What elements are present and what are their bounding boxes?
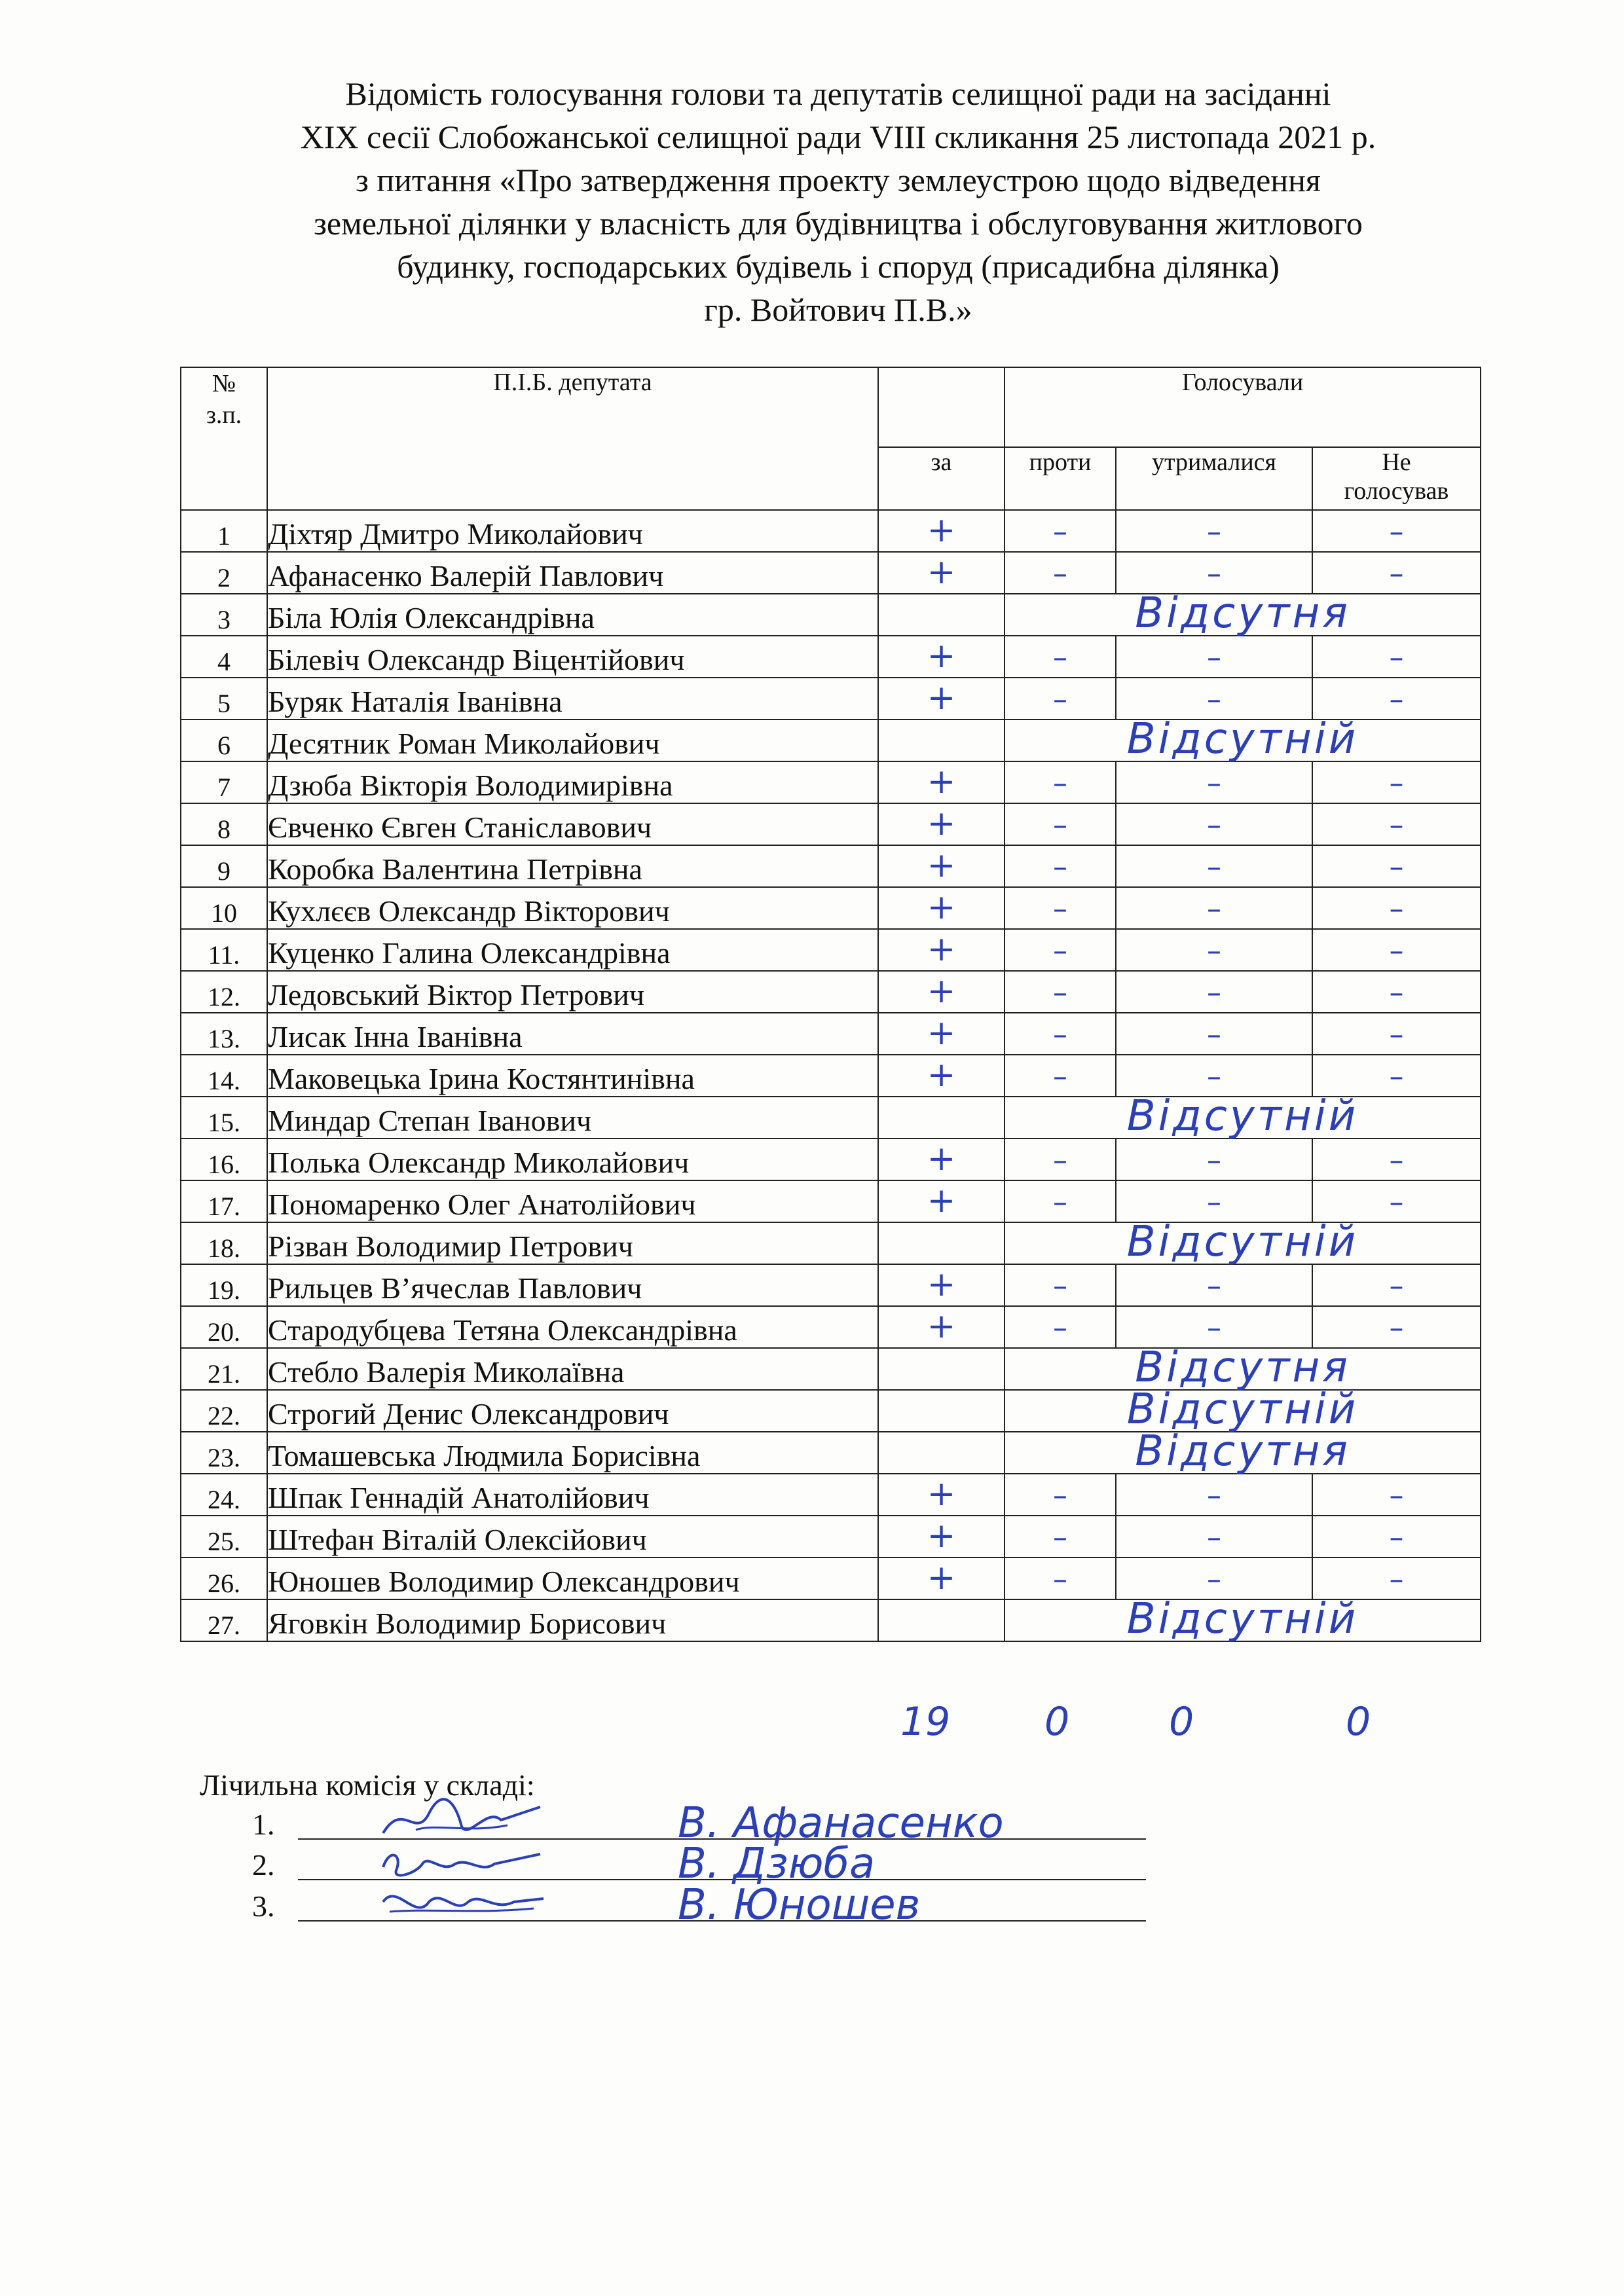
vote-for-mark: +: [927, 1181, 956, 1220]
absent-cell: [1005, 1427, 1481, 1476]
empty-vote-mark: –: [1053, 1478, 1067, 1512]
vote-za-cell: [878, 594, 1005, 636]
vote-utrymalysia-cell: [1116, 1139, 1312, 1180]
table-row: [181, 929, 1481, 971]
vote-ne-holosuvav-cell: [1312, 761, 1481, 803]
table-row: [181, 1474, 1481, 1516]
empty-vote-mark: –: [1053, 1520, 1067, 1554]
empty-vote-mark: –: [1207, 556, 1221, 591]
deputy-name: Куценко Галина Олександрівна: [267, 929, 878, 971]
vote-ne-holosuvav-cell: [1312, 803, 1481, 845]
vote-for-mark: +: [927, 762, 956, 801]
row-number: 10: [181, 887, 267, 929]
vote-ne-holosuvav-cell: [1312, 1306, 1481, 1348]
row-number: 1: [181, 510, 267, 552]
absent-note: Відсутня: [1135, 589, 1350, 638]
vote-ne-holosuvav-cell: [1312, 1013, 1481, 1055]
table-row: [181, 594, 1481, 636]
vote-utrymalysia-cell: [1116, 971, 1312, 1013]
vote-for-mark: +: [927, 553, 956, 592]
vote-ne-holosuvav-cell: [1312, 636, 1481, 678]
table-row: [181, 1180, 1481, 1222]
member-number: 3.: [252, 1889, 275, 1923]
empty-vote-mark: –: [1207, 1311, 1221, 1345]
vote-utrymalysia-cell: [1116, 1055, 1312, 1097]
deputy-name: Євченко Євген Станіславович: [267, 803, 878, 845]
empty-vote-mark: –: [1053, 1185, 1067, 1219]
vote-proty-cell: [1005, 1055, 1116, 1097]
empty-vote-mark: –: [1207, 975, 1221, 1010]
row-number: 14.: [181, 1055, 267, 1097]
empty-vote-mark: –: [1389, 1478, 1404, 1512]
vote-za-cell: [878, 1390, 1005, 1432]
vote-utrymalysia-cell: [1116, 761, 1312, 803]
deputy-name: Шпак Геннадій Анатолійович: [267, 1474, 878, 1516]
title-line-2: ХІХ сесії Слобожанської селищної ради VІІІ скликання 25 листопада 2021 р.: [300, 118, 1376, 155]
vote-proty-cell: [1005, 1264, 1116, 1306]
table-row: [181, 720, 1481, 761]
deputy-name: Афанасенко Валерій Павлович: [267, 552, 878, 594]
absent-note: Відсутній: [1126, 1385, 1359, 1434]
row-number: 17.: [181, 1180, 267, 1222]
table-row: [181, 1516, 1481, 1558]
empty-vote-mark: –: [1389, 1311, 1404, 1345]
vote-za-cell: [878, 1264, 1005, 1306]
empty-vote-mark: –: [1207, 515, 1221, 549]
row-number: 9: [181, 845, 267, 887]
row-number: 26.: [181, 1558, 267, 1599]
deputy-name: Миндар Степан Іванович: [267, 1097, 878, 1139]
vote-za-cell: [878, 1474, 1005, 1516]
vote-za-cell: [878, 761, 1005, 803]
vote-for-mark: +: [927, 1139, 956, 1178]
vote-proty-cell: [1005, 1013, 1116, 1055]
vote-utrymalysia-cell: [1116, 887, 1312, 929]
empty-vote-mark: –: [1389, 1185, 1404, 1219]
table-row: [181, 761, 1481, 803]
deputy-name: Десятник Роман Миколайович: [267, 720, 878, 761]
deputy-name: Білевіч Олександр Віцентійович: [267, 636, 878, 678]
vote-for-mark: +: [927, 846, 956, 885]
empty-vote-mark: –: [1389, 808, 1404, 842]
total-utrymalysia: 0: [1169, 1699, 1194, 1745]
vote-utrymalysia-cell: [1116, 1180, 1312, 1222]
vote-for-mark: +: [927, 636, 956, 676]
vote-proty-cell: [1005, 636, 1116, 678]
vote-proty-cell: [1005, 887, 1116, 929]
row-number: 2: [181, 552, 267, 594]
empty-vote-mark: –: [1389, 1520, 1404, 1554]
vote-proty-cell: [1005, 761, 1116, 803]
total-proty: 0: [1044, 1699, 1070, 1745]
deputy-name: Дзюба Вікторія Володимирівна: [267, 761, 878, 803]
vote-utrymalysia-cell: [1116, 636, 1312, 678]
table-row: [181, 636, 1481, 678]
vote-utrymalysia-cell: [1116, 1516, 1312, 1558]
table-row: [181, 1306, 1481, 1348]
empty-vote-mark: –: [1053, 766, 1067, 800]
vote-for-mark: +: [927, 678, 956, 718]
empty-vote-mark: –: [1053, 1143, 1067, 1177]
empty-vote-mark: –: [1053, 682, 1067, 716]
title-line-1: Відомість голосування голови та депутатів селищної ради на засіданні: [345, 75, 1331, 112]
title-line-4: земельної ділянки у власність для будівництва і обслуговування житлового: [314, 205, 1363, 242]
empty-vote-mark: –: [1207, 934, 1221, 968]
empty-vote-mark: –: [1389, 1143, 1404, 1177]
vote-proty-cell: [1005, 1558, 1116, 1599]
vote-za-cell: [878, 1180, 1005, 1222]
vote-ne-holosuvav-cell: [1312, 678, 1481, 720]
absent-cell: [1005, 1595, 1481, 1643]
member-name: В. Афанасенко: [678, 1799, 1004, 1848]
absent-note: Відсутній: [1126, 1092, 1359, 1140]
vote-for-mark: +: [927, 930, 956, 969]
vote-za-cell: [878, 971, 1005, 1013]
row-number: 16.: [181, 1139, 267, 1180]
vote-ne-holosuvav-cell: [1312, 1180, 1481, 1222]
document-title: [131, 72, 1545, 331]
empty-vote-mark: –: [1053, 808, 1067, 842]
row-number: 24.: [181, 1474, 267, 1516]
empty-vote-mark: –: [1053, 640, 1067, 674]
empty-vote-mark: –: [1053, 515, 1067, 549]
vote-za-cell: [878, 1097, 1005, 1139]
row-number: 27.: [181, 1599, 267, 1641]
absent-note: Відсутня: [1135, 1343, 1350, 1392]
empty-vote-mark: –: [1053, 975, 1067, 1010]
empty-vote-mark: –: [1207, 1269, 1221, 1303]
empty-vote-mark: –: [1207, 1562, 1221, 1596]
deputy-name: Буряк Наталія Іванівна: [267, 678, 878, 720]
empty-vote-mark: –: [1389, 682, 1404, 716]
row-number: 4: [181, 636, 267, 678]
vote-proty-cell: [1005, 510, 1116, 552]
vote-for-mark: +: [927, 1013, 956, 1053]
vote-za-cell: [878, 1306, 1005, 1348]
empty-vote-mark: –: [1389, 515, 1404, 549]
vote-za-cell: [878, 929, 1005, 971]
vote-ne-holosuvav-cell: [1312, 845, 1481, 887]
row-number: 25.: [181, 1516, 267, 1558]
table-row: [181, 1348, 1481, 1390]
empty-vote-mark: –: [1207, 892, 1221, 926]
empty-vote-mark: –: [1207, 1185, 1221, 1219]
empty-vote-mark: –: [1053, 1269, 1067, 1303]
vote-utrymalysia-cell: [1116, 929, 1312, 971]
table-row: [181, 1055, 1481, 1097]
member-name: В. Юношев: [678, 1881, 921, 1929]
table-row: [181, 1599, 1481, 1641]
vote-ne-holosuvav-cell: [1312, 1516, 1481, 1558]
header-proty: проти: [1005, 447, 1116, 510]
vote-utrymalysia-cell: [1116, 845, 1312, 887]
deputy-name: Томашевська Людмила Борисівна: [267, 1432, 878, 1474]
title-line-3: з питання «Про затвердження проекту землеустрою щодо відведення: [356, 162, 1321, 198]
empty-vote-mark: –: [1207, 682, 1221, 716]
vote-proty-cell: [1005, 929, 1116, 971]
empty-vote-mark: –: [1389, 766, 1404, 800]
absent-note: Відсутній: [1126, 1218, 1359, 1266]
empty-vote-mark: –: [1207, 1059, 1221, 1093]
absent-cell: [1005, 1092, 1481, 1140]
empty-vote-mark: –: [1053, 1017, 1067, 1051]
empty-vote-mark: –: [1389, 1017, 1404, 1051]
vote-za-cell: [878, 1139, 1005, 1180]
row-number: 13.: [181, 1013, 267, 1055]
absent-cell: [1005, 715, 1481, 763]
row-number: 11.: [181, 929, 267, 971]
absent-cell: [1005, 589, 1481, 638]
vote-ne-holosuvav-cell: [1312, 971, 1481, 1013]
vote-za-cell: [878, 845, 1005, 887]
vote-utrymalysia-cell: [1116, 510, 1312, 552]
empty-vote-mark: –: [1053, 1562, 1067, 1596]
vote-for-mark: +: [927, 1055, 956, 1095]
deputy-name: Діхтяр Дмитро Миколайович: [267, 510, 878, 552]
empty-vote-mark: –: [1207, 1520, 1221, 1554]
absent-cell: [1005, 1343, 1481, 1392]
empty-vote-mark: –: [1053, 850, 1067, 884]
vote-utrymalysia-cell: [1116, 1306, 1312, 1348]
deputy-name: Лисак Інна Іванівна: [267, 1013, 878, 1055]
vote-utrymalysia-cell: [1116, 1264, 1312, 1306]
table-row: [181, 552, 1481, 594]
table-row: [181, 1013, 1481, 1055]
table-row: [181, 1097, 1481, 1139]
row-number: 3: [181, 594, 267, 636]
vote-for-mark: +: [927, 1516, 956, 1556]
absent-cell: [1005, 1385, 1481, 1434]
header-ne-holosuvav: [1312, 447, 1481, 510]
deputy-name: Юношев Володимир Олександрович: [267, 1558, 878, 1599]
vote-ne-holosuvav-cell: [1312, 1139, 1481, 1180]
deputy-name: Стебло Валерія Миколаївна: [267, 1348, 878, 1390]
vote-proty-cell: [1005, 845, 1116, 887]
vote-for-mark: +: [927, 511, 956, 550]
header-number-abbr: з.п.: [206, 401, 242, 429]
vote-proty-cell: [1005, 1180, 1116, 1222]
row-number: 8: [181, 803, 267, 845]
vote-za-cell: [878, 552, 1005, 594]
vote-proty-cell: [1005, 803, 1116, 845]
empty-vote-mark: –: [1389, 1269, 1404, 1303]
row-number: 19.: [181, 1264, 267, 1306]
deputy-name: Рильцев В’ячеслав Павлович: [267, 1264, 878, 1306]
empty-vote-mark: –: [1053, 1059, 1067, 1093]
empty-vote-mark: –: [1207, 640, 1221, 674]
deputy-name: Штефан Віталій Олексійович: [267, 1516, 878, 1558]
member-number: 2.: [252, 1848, 275, 1882]
header-za: за: [878, 447, 1005, 510]
deputy-name: Ледовський Віктор Петрович: [267, 971, 878, 1013]
table-row: [181, 845, 1481, 887]
deputy-name: Різван Володимир Петрович: [267, 1222, 878, 1264]
empty-vote-mark: –: [1207, 1017, 1221, 1051]
member-name: В. Дзюба: [678, 1840, 876, 1888]
deputy-name: Яговкін Володимир Борисович: [267, 1599, 878, 1641]
empty-vote-mark: –: [1389, 1059, 1404, 1093]
vote-za-cell: [878, 636, 1005, 678]
title-line-5: будинку, господарських будівель і споруд (присадибна ділянка): [397, 248, 1280, 285]
vote-za-cell: [878, 1516, 1005, 1558]
vote-for-mark: +: [927, 888, 956, 927]
voting-table: [180, 367, 1481, 1642]
deputy-name: Полька Олександр Миколайович: [267, 1139, 878, 1180]
absent-note: Відсутній: [1126, 1595, 1359, 1643]
row-number: 20.: [181, 1306, 267, 1348]
vote-utrymalysia-cell: [1116, 1013, 1312, 1055]
deputy-name: Строгий Денис Олександрович: [267, 1390, 878, 1432]
row-number: 21.: [181, 1348, 267, 1390]
empty-vote-mark: –: [1053, 934, 1067, 968]
deputy-name: Біла Юлія Олександрівна: [267, 594, 878, 636]
vote-utrymalysia-cell: [1116, 1558, 1312, 1599]
deputy-name: Кухлєєв Олександр Вікторович: [267, 887, 878, 929]
vote-ne-holosuvav-cell: [1312, 929, 1481, 971]
header-blank: [878, 367, 1005, 447]
row-number: 15.: [181, 1097, 267, 1139]
empty-vote-mark: –: [1389, 640, 1404, 674]
vote-proty-cell: [1005, 971, 1116, 1013]
vote-for-mark: +: [927, 1558, 956, 1597]
header-ne-line1: Не: [1382, 448, 1411, 476]
empty-vote-mark: –: [1389, 975, 1404, 1010]
absent-note: Відсутня: [1135, 1427, 1350, 1476]
empty-vote-mark: –: [1053, 1311, 1067, 1345]
table-row: [181, 1222, 1481, 1264]
signature-3: [377, 1876, 547, 1928]
deputy-name: Пономаренко Олег Анатолійович: [267, 1180, 878, 1222]
vote-ne-holosuvav-cell: [1312, 1264, 1481, 1306]
table-row: [181, 1432, 1481, 1474]
deputy-name: Стародубцева Тетяна Олександрівна: [267, 1306, 878, 1348]
deputy-name: Коробка Валентина Петрівна: [267, 845, 878, 887]
vote-for-mark: +: [927, 1265, 956, 1304]
vote-proty-cell: [1005, 552, 1116, 594]
row-number: 18.: [181, 1222, 267, 1264]
vote-proty-cell: [1005, 678, 1116, 720]
vote-for-mark: +: [927, 972, 956, 1011]
table-row: [181, 1390, 1481, 1432]
table-row: [181, 887, 1481, 929]
total-za: 19: [900, 1699, 951, 1745]
vote-za-cell: [878, 887, 1005, 929]
commission-member: [252, 1799, 1004, 1848]
empty-vote-mark: –: [1053, 892, 1067, 926]
header-number: [181, 367, 267, 510]
empty-vote-mark: –: [1207, 1478, 1221, 1512]
vote-utrymalysia-cell: [1116, 552, 1312, 594]
empty-vote-mark: –: [1389, 934, 1404, 968]
empty-vote-mark: –: [1207, 850, 1221, 884]
vote-za-cell: [878, 720, 1005, 761]
vote-za-cell: [878, 1599, 1005, 1641]
vote-for-mark: +: [927, 1307, 956, 1346]
commission-member: [252, 1840, 876, 1888]
row-number: 23.: [181, 1432, 267, 1474]
empty-vote-mark: –: [1389, 850, 1404, 884]
vote-utrymalysia-cell: [1116, 678, 1312, 720]
header-utrymalysia: утрималися: [1116, 447, 1312, 510]
vote-ne-holosuvav-cell: [1312, 1055, 1481, 1097]
row-number: 7: [181, 761, 267, 803]
table-row: [181, 510, 1481, 552]
table-row: [181, 971, 1481, 1013]
table-row: [181, 803, 1481, 845]
row-number: 22.: [181, 1390, 267, 1432]
header-name: П.І.Б. депутата: [267, 367, 878, 510]
vote-za-cell: [878, 1558, 1005, 1599]
row-number: 6: [181, 720, 267, 761]
header-voted: Голосували: [1005, 367, 1481, 447]
title-line-6: гр. Войтович П.В.»: [704, 291, 972, 328]
header-number-symbol: №: [212, 370, 236, 397]
table-row: [181, 1264, 1481, 1306]
row-number: 12.: [181, 971, 267, 1013]
vote-ne-holosuvav-cell: [1312, 510, 1481, 552]
vote-za-cell: [878, 1222, 1005, 1264]
vote-proty-cell: [1005, 1474, 1116, 1516]
table-row: [181, 1558, 1481, 1599]
absent-note: Відсутній: [1126, 715, 1359, 763]
vote-utrymalysia-cell: [1116, 803, 1312, 845]
empty-vote-mark: –: [1207, 766, 1221, 800]
absent-cell: [1005, 1218, 1481, 1266]
total-ne-holosuvav: 0: [1346, 1699, 1371, 1745]
empty-vote-mark: –: [1389, 556, 1404, 591]
table-row: [181, 678, 1481, 720]
empty-vote-mark: –: [1207, 1143, 1221, 1177]
deputy-name: Маковецька Ірина Костянтинівна: [267, 1055, 878, 1097]
row-number: 5: [181, 678, 267, 720]
vote-ne-holosuvav-cell: [1312, 552, 1481, 594]
commission-label: Лічильна комісія у складі:: [200, 1768, 535, 1802]
vote-proty-cell: [1005, 1139, 1116, 1180]
table-row: [181, 1139, 1481, 1180]
vote-za-cell: [878, 510, 1005, 552]
vote-utrymalysia-cell: [1116, 1474, 1312, 1516]
vote-for-mark: +: [927, 1474, 956, 1514]
empty-vote-mark: –: [1053, 556, 1067, 591]
vote-za-cell: [878, 1348, 1005, 1390]
empty-vote-mark: –: [1389, 1562, 1404, 1596]
vote-proty-cell: [1005, 1306, 1116, 1348]
vote-proty-cell: [1005, 1516, 1116, 1558]
vote-for-mark: +: [927, 804, 956, 843]
vote-ne-holosuvav-cell: [1312, 1474, 1481, 1516]
vote-ne-holosuvav-cell: [1312, 887, 1481, 929]
vote-za-cell: [878, 1013, 1005, 1055]
commission-member: [252, 1881, 921, 1929]
header-ne-line2: голосував: [1344, 477, 1449, 505]
empty-vote-mark: –: [1207, 808, 1221, 842]
vote-ne-holosuvav-cell: [1312, 1558, 1481, 1599]
empty-vote-mark: –: [1389, 892, 1404, 926]
vote-za-cell: [878, 803, 1005, 845]
member-number: 1.: [252, 1808, 275, 1841]
vote-za-cell: [878, 678, 1005, 720]
vote-za-cell: [878, 1055, 1005, 1097]
vote-za-cell: [878, 1432, 1005, 1474]
